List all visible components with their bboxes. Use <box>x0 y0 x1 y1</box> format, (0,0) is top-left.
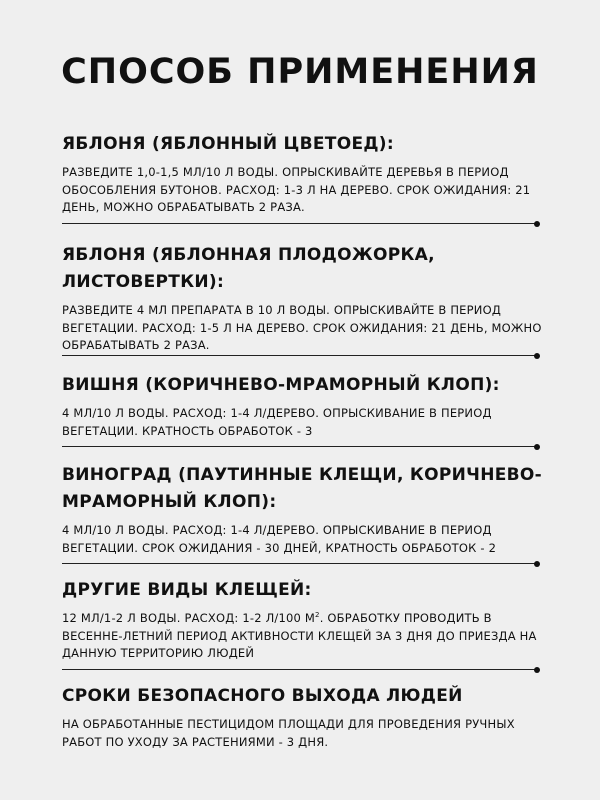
section-heading: ЯБЛОНЯ (ЯБЛОННЫЙ ЦВЕТОЕД): <box>62 134 394 154</box>
section-heading: ДРУГИЕ ВИДЫ КЛЕЩЕЙ: <box>62 580 312 600</box>
page-title: СПОСОБ ПРИМЕНЕНИЯ <box>61 52 539 92</box>
section-divider <box>62 669 536 670</box>
section-heading: ЯБЛОНЯ (ЯБЛОННАЯ ПЛОДОЖОРКА, ЛИСТОВЕРТКИ): <box>62 245 435 292</box>
superscript-2: 2 <box>315 611 320 620</box>
section-body: 4 МЛ/10 Л ВОДЫ. РАСХОД: 1-4 Л/ДЕРЕВО. ОПРЫСКИВАНИЕ В ПЕРИОД ВЕГЕТАЦИИ. СРОК ОЖИДАНИЯ - 30 ДНЕЙ, КРАТНОСТЬ ОБРАБОТОК - 2 <box>62 523 497 555</box>
section-body: РАЗВЕДИТЕ 4 МЛ ПРЕПАРАТА В 10 Л ВОДЫ. ОПРЫСКИВАЙТЕ В ПЕРИОД ВЕГЕТАЦИИ. РАСХОД: 1-5 Л НА ДЕРЕВО. СРОК ОЖИДАНИЯ: 21 ДЕНЬ, МОЖНО ОБРАБАТЫВАТЬ 2 РАЗА. <box>62 303 542 352</box>
section-heading: ВИШНЯ (КОРИЧНЕВО-МРАМОРНЫЙ КЛОП): <box>62 375 500 395</box>
body-text-prefix: 12 МЛ/1-2 Л ВОДЫ. РАСХОД: 1-2 Л/100 М <box>62 611 316 625</box>
section-body: 4 МЛ/10 Л ВОДЫ. РАСХОД: 1-4 Л/ДЕРЕВО. ОПРЫСКИВАНИЕ В ПЕРИОД ВЕГЕТАЦИИ. КРАТНОСТЬ ОБРАБОТОК - 3 <box>62 406 492 438</box>
section-cherry-stink-bug <box>62 372 542 440</box>
body-text-suffix: . ОБРАБОТКУ ПРОВОДИТЬ В ВЕСЕННЕ-ЛЕТНИЙ ПЕРИОД АКТИВНОСТИ КЛЕЩЕЙ ЗА 3 ДНЯ ДО ПРИЕЗДА НА ДАННУЮ ТЕРРИТОРИЮ ЛЮДЕЙ <box>62 611 537 660</box>
section-body <box>62 610 542 663</box>
section-safe-reentry <box>62 683 542 751</box>
section-divider <box>62 355 536 356</box>
section-grape-mites <box>62 462 542 557</box>
section-heading: СРОКИ БЕЗОПАСНОГО ВЫХОДА ЛЮДЕЙ <box>62 686 463 706</box>
section-body: РАЗВЕДИТЕ 1,0-1,5 МЛ/10 Л ВОДЫ. ОПРЫСКИВАЙТЕ ДЕРЕВЬЯ В ПЕРИОД ОБОСОБЛЕНИЯ БУТОНОВ. РАСХОД: 1-3 Л НА ДЕРЕВО. СРОК ОЖИДАНИЯ: 21 ДЕНЬ, МОЖНО ОБРАБАТЫВАТЬ 2 РАЗА. <box>62 165 531 214</box>
section-other-mites <box>62 577 542 663</box>
section-apple-blossom-weevil <box>62 131 542 217</box>
section-divider <box>62 563 536 564</box>
section-divider <box>62 223 536 224</box>
section-heading: ВИНОГРАД (ПАУТИННЫЕ КЛЕЩИ, КОРИЧНЕВО-МРАМОРНЫЙ КЛОП): <box>62 465 543 512</box>
section-divider <box>62 446 536 447</box>
section-body: НА ОБРАБОТАННЫЕ ПЕСТИЦИДОМ ПЛОЩАДИ ДЛЯ ПРОВЕДЕНИЯ РУЧНЫХ РАБОТ ПО УХОДУ ЗА РАСТЕНИЯМИ - 3 ДНЯ. <box>62 717 515 749</box>
section-apple-codling-moth <box>62 242 542 355</box>
